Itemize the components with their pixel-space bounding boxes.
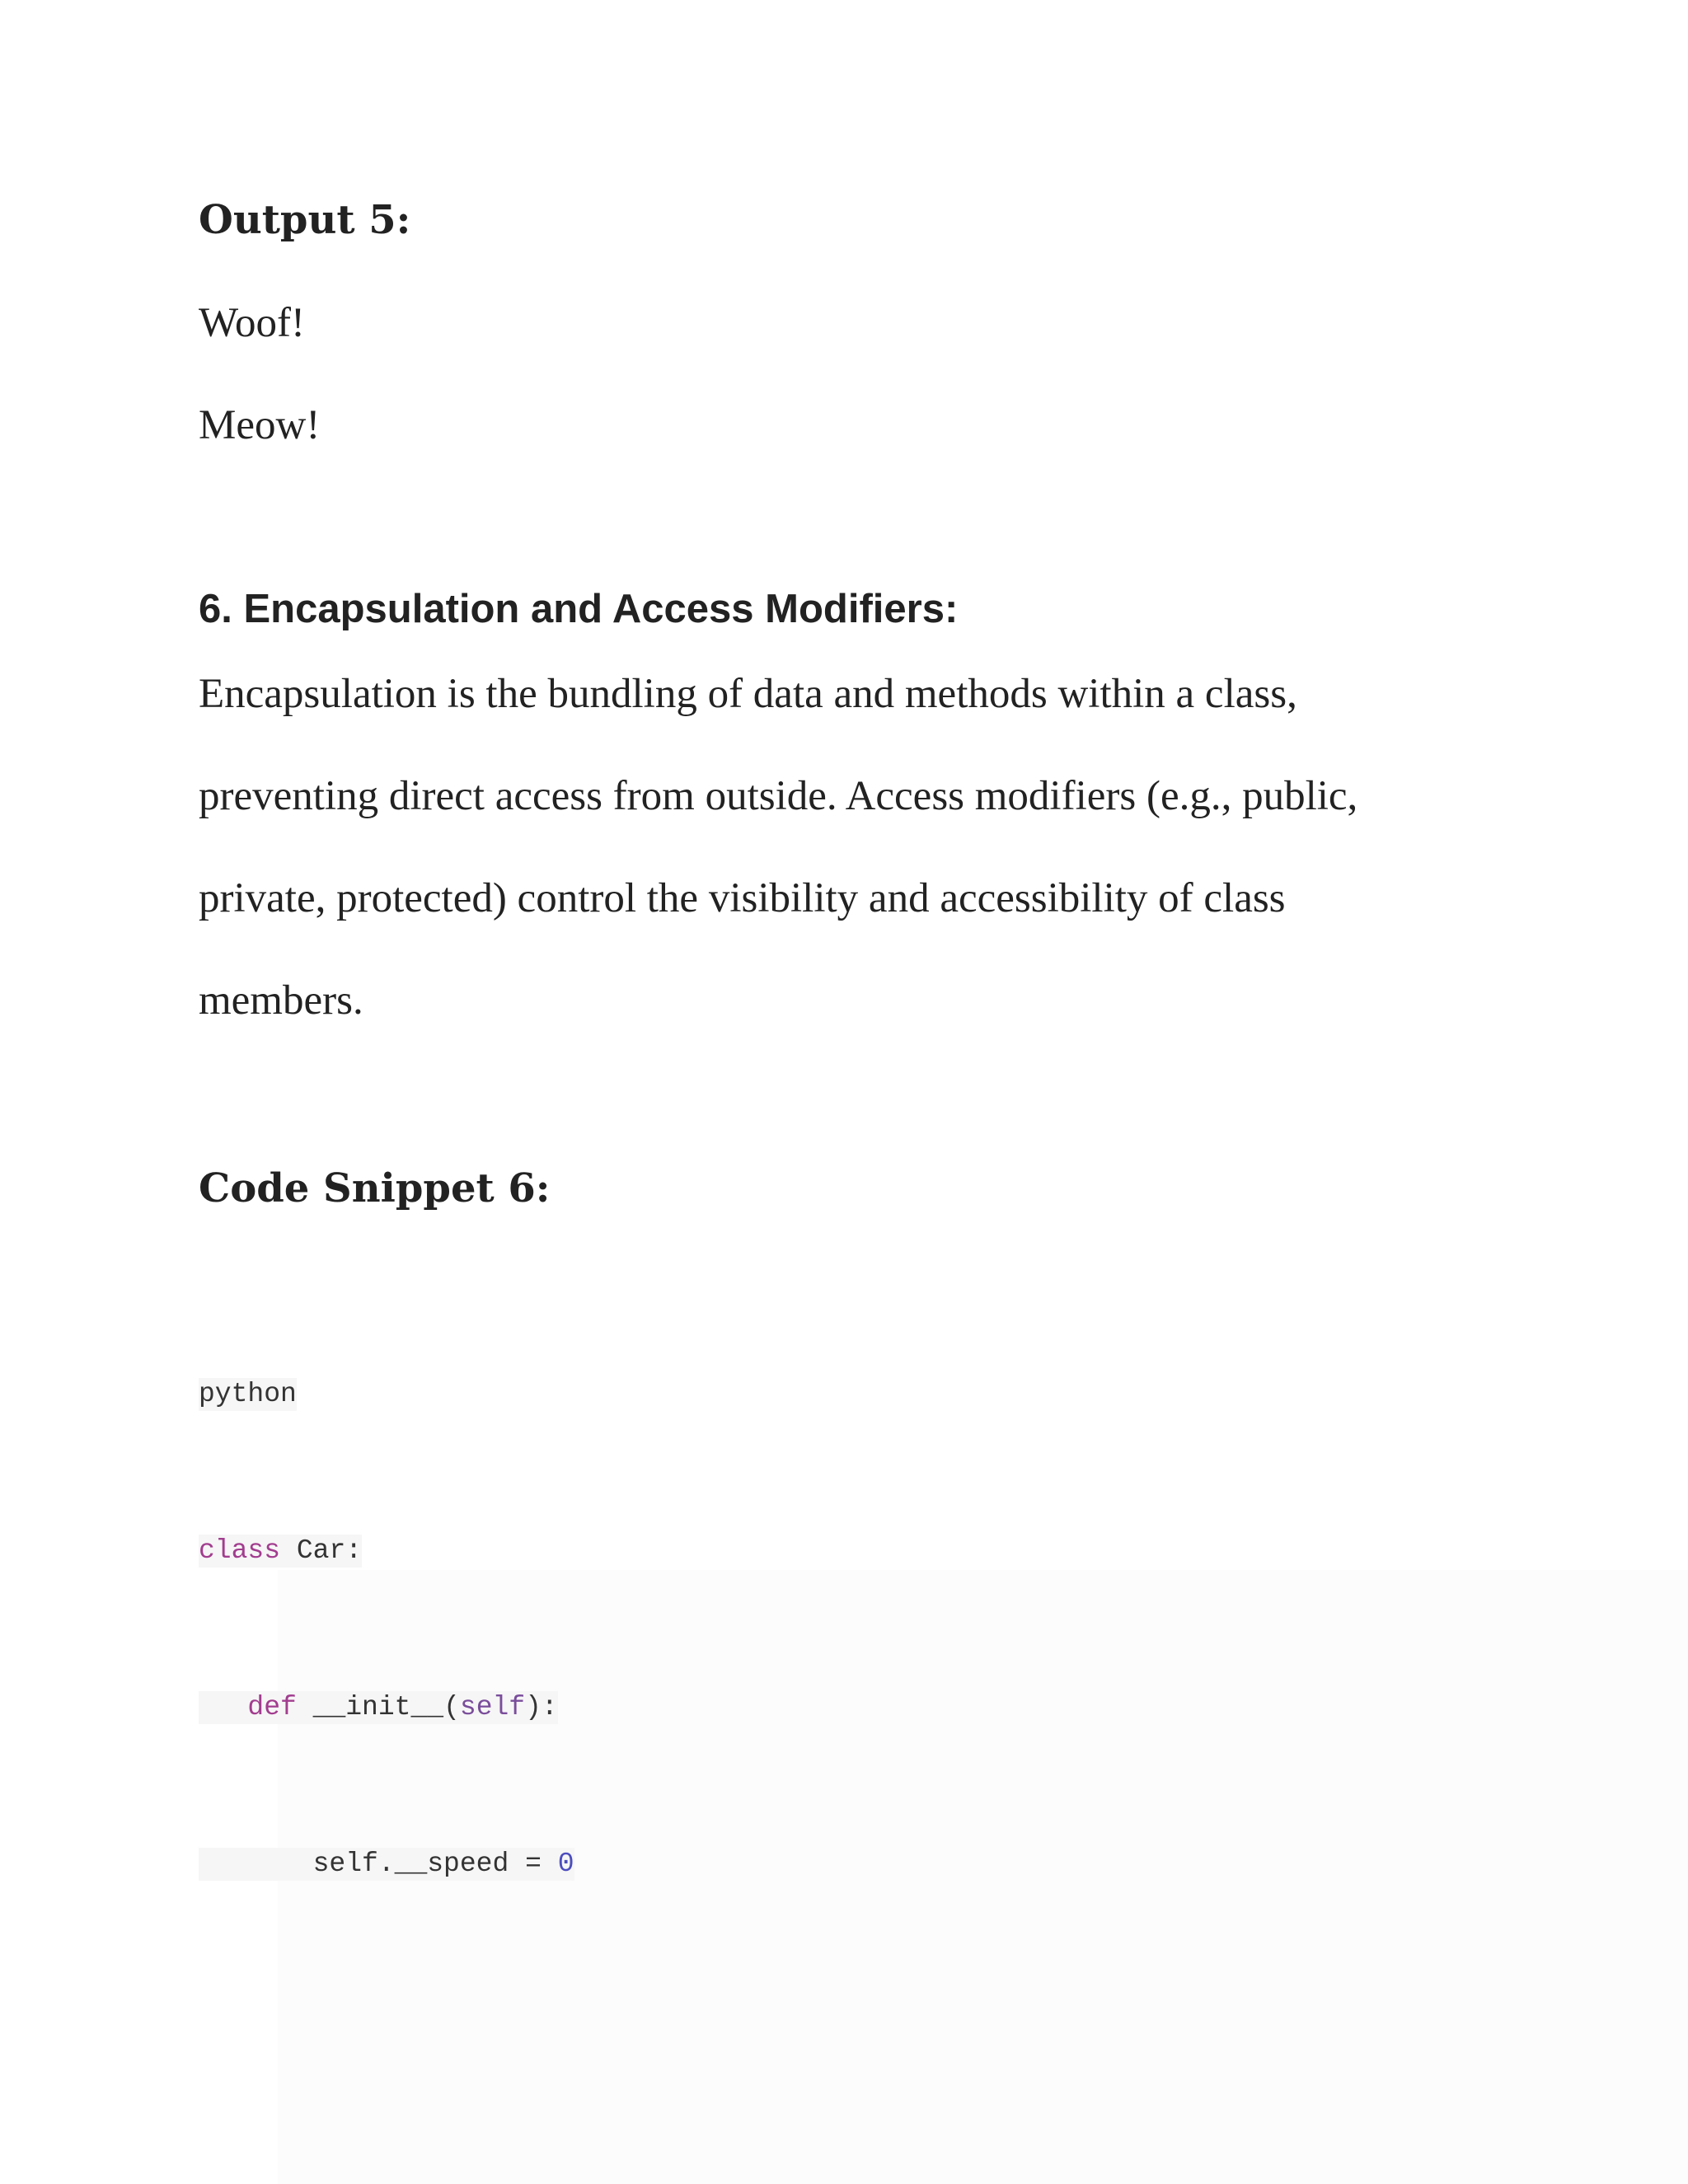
code-indent — [199, 1849, 313, 1879]
code-keyword-def: def — [247, 1692, 297, 1722]
language-label-text: python — [199, 1379, 297, 1409]
paragraph-line-3: private, protected) control the visibility and accessibility of class — [199, 875, 1286, 921]
code-function-name: __init__( — [296, 1692, 460, 1722]
code-line-def — [199, 1691, 558, 1724]
code-language-label — [199, 1378, 297, 1411]
paragraph-line-1: Encapsulation is the bundling of data and methods within a class, — [199, 671, 1297, 717]
code-indent — [199, 1692, 247, 1722]
paragraph-line-2: preventing direct access from outside. Access modifiers (e.g., public, — [199, 773, 1358, 819]
output-5-heading: Output 5: — [199, 197, 411, 243]
code-line-class — [199, 1535, 362, 1568]
code-def-end: ): — [525, 1692, 558, 1722]
code-number-value: 0 — [557, 1849, 574, 1879]
code-assignment-text: self.__speed = — [312, 1849, 558, 1879]
output-line-meow: Meow! — [199, 402, 321, 448]
section-6-heading: 6. Encapsulation and Access Modifiers: — [199, 587, 959, 631]
code-line-assignment — [199, 1848, 574, 1881]
code-self-param: self — [459, 1692, 526, 1722]
output-line-woof: Woof! — [199, 300, 306, 346]
code-keyword-class: class — [199, 1535, 281, 1566]
code-snippet-6-heading: Code Snippet 6: — [199, 1165, 551, 1212]
paragraph-line-4: members. — [199, 977, 363, 1024]
code-class-name: Car: — [280, 1535, 363, 1566]
